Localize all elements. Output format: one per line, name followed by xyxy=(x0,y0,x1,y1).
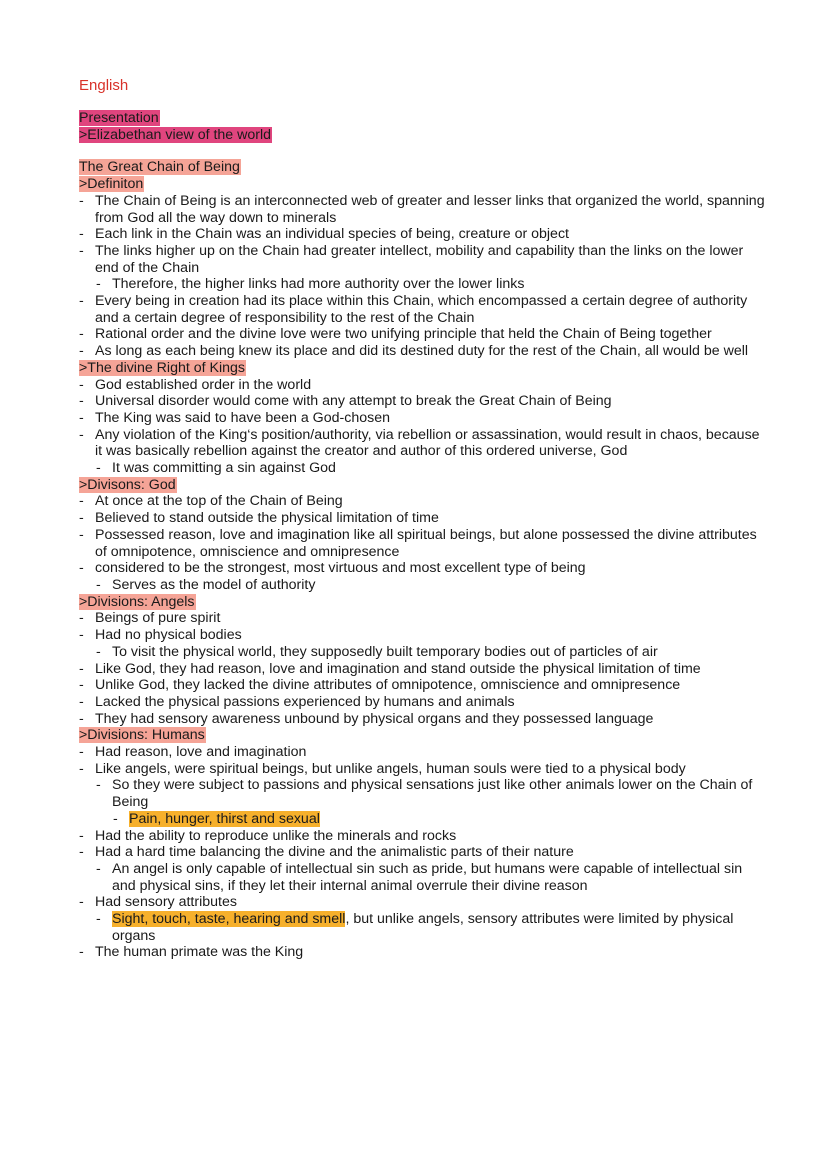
list-item xyxy=(79,193,769,226)
presentation-subtitle xyxy=(79,127,769,144)
spacer xyxy=(79,143,769,159)
list-item-text: considered to be the strongest, most virtuous and most excellent type of being xyxy=(95,560,586,577)
dash-bullet-icon: - xyxy=(79,894,84,911)
list-item xyxy=(79,777,769,810)
list-item-text: Rational order and the divine love were two unifying principle that held the Chain of Being together xyxy=(95,326,712,343)
list-item xyxy=(79,761,769,778)
dash-bullet-icon: - xyxy=(96,276,101,293)
list-item xyxy=(79,811,769,828)
list-item xyxy=(79,427,769,460)
dash-bullet-icon: - xyxy=(79,693,84,710)
section-heading-text: >The divine Right of Kings xyxy=(79,359,246,376)
dash-bullet-icon: - xyxy=(79,560,84,577)
list-item xyxy=(79,711,769,728)
list-item xyxy=(79,627,769,644)
dash-bullet-icon: - xyxy=(96,911,101,928)
list-item-text: God established order in the world xyxy=(95,376,312,393)
list-item-text: Therefore, the higher links had more authority over the lower links xyxy=(112,276,525,293)
list-item xyxy=(79,861,769,894)
list-item xyxy=(79,661,769,678)
chain-of-being-block xyxy=(79,159,769,961)
list-item-text: Had the ability to reproduce unlike the minerals and rocks xyxy=(95,827,457,844)
chain-title-text: The Great Chain of Being xyxy=(79,159,240,176)
section-heading-text: >Divisions: Angels xyxy=(79,593,195,610)
presentation-heading xyxy=(79,110,769,127)
dash-bullet-icon: - xyxy=(79,343,84,360)
dash-bullet-icon: - xyxy=(79,744,84,761)
section xyxy=(79,360,769,477)
list-item xyxy=(79,577,769,594)
dash-bullet-icon: - xyxy=(79,526,84,543)
chain-title xyxy=(79,159,769,176)
dash-bullet-icon: - xyxy=(79,242,84,259)
list-item-text: Each link in the Chain was an individual species of being, creature or object xyxy=(95,226,569,243)
list-item-text: The human primate was the King xyxy=(95,944,304,961)
dash-bullet-icon: - xyxy=(79,226,84,243)
presentation-block xyxy=(79,110,769,143)
list-item-text: At once at the top of the Chain of Being xyxy=(95,493,343,510)
dash-bullet-icon: - xyxy=(79,760,84,777)
section-heading-text: >Divisions: Humans xyxy=(79,727,205,744)
section xyxy=(79,477,769,594)
list-item-text: The King was said to have been a God-chosen xyxy=(95,409,390,426)
dash-bullet-icon: - xyxy=(96,643,101,660)
list-item-text: Serves as the model of authority xyxy=(112,576,316,593)
list-item xyxy=(79,243,769,276)
list-item xyxy=(79,326,769,343)
list-item xyxy=(79,276,769,293)
section-heading-text: >Definiton xyxy=(79,176,144,193)
dash-bullet-icon: - xyxy=(79,944,84,961)
section xyxy=(79,594,769,728)
list-item xyxy=(79,694,769,711)
document-title: English xyxy=(79,77,129,94)
list-item-text: Believed to stand outside the physical limitation of time xyxy=(95,510,439,527)
list-item-text: To visit the physical world, they supposedly built temporary bodies out of particles of air xyxy=(112,643,658,660)
dash-bullet-icon: - xyxy=(79,192,84,209)
list-item xyxy=(79,460,769,477)
list-item-text: , but unlike angels, sensory attributes were limited by physical organs xyxy=(112,911,734,944)
list-item xyxy=(79,828,769,845)
list-item xyxy=(79,226,769,243)
list-item-text: Had no physical bodies xyxy=(95,627,242,644)
dash-bullet-icon: - xyxy=(79,393,84,410)
dash-bullet-icon: - xyxy=(79,510,84,527)
dash-bullet-icon: - xyxy=(79,293,84,310)
list-item-text: Every being in creation had its place within this Chain, which encompassed a certain degree of authority and a certain degree of responsibility to the rest of the Chain xyxy=(95,293,748,326)
list-item-text: Like angels, were spiritual beings, but unlike angels, human souls were tied to a physical body xyxy=(95,760,686,777)
list-item xyxy=(79,377,769,394)
list-item xyxy=(79,510,769,527)
list-item xyxy=(79,527,769,560)
list-item-text: Any violation of the King‘s position/authority, via rebellion or assassination, would result in chaos, because it was basically rebellion against the creator and author of this ordered universe, God xyxy=(95,426,760,460)
list-item xyxy=(79,393,769,410)
list-item xyxy=(79,293,769,326)
dash-bullet-icon: - xyxy=(79,844,84,861)
list-item-text: Had sensory attributes xyxy=(95,894,237,911)
section xyxy=(79,727,769,961)
list-item xyxy=(79,844,769,861)
dash-bullet-icon: - xyxy=(79,376,84,393)
dash-bullet-icon: - xyxy=(79,326,84,343)
document-page xyxy=(79,77,769,961)
highlighted-text: Pain, hunger, thirst and sexual xyxy=(129,810,320,827)
list-item xyxy=(79,560,769,577)
chain-sections xyxy=(79,176,769,961)
list-item-text: Unlike God, they lacked the divine attributes of omnipotence, omniscience and omnipresence xyxy=(95,677,681,694)
list-item xyxy=(79,911,769,944)
list-item xyxy=(79,343,769,360)
dash-bullet-icon: - xyxy=(96,777,101,794)
list-item-text: It was committing a sin against God xyxy=(112,460,336,477)
dash-bullet-icon: - xyxy=(79,409,84,426)
dash-bullet-icon: - xyxy=(79,610,84,627)
list-item-text: The Chain of Being is an interconnected web of greater and lesser links that organized the world, spanning from God all the way down to minerals xyxy=(95,192,765,226)
list-item-text: Lacked the physical passions experienced by humans and animals xyxy=(95,693,515,710)
list-item-text: So they were subject to passions and physical sensations just like other animals lower on the Chain of Being xyxy=(112,777,753,811)
dash-bullet-icon: - xyxy=(96,460,101,477)
list-item-text: Universal disorder would come with any attempt to break the Great Chain of Being xyxy=(95,393,612,410)
list-item xyxy=(79,410,769,427)
list-item-text: The links higher up on the Chain had greater intellect, mobility and capability than the links on the lower end of the Chain xyxy=(95,242,744,276)
dash-bullet-icon: - xyxy=(79,426,84,443)
dash-bullet-icon: - xyxy=(79,493,84,510)
list-item-text: Like God, they had reason, love and imagination and stand outside the physical limitation of time xyxy=(95,660,701,677)
list-item-text: They had sensory awareness unbound by physical organs and they possessed language xyxy=(95,710,654,727)
list-item xyxy=(79,894,769,911)
list-item-text: Had reason, love and imagination xyxy=(95,744,307,761)
dash-bullet-icon: - xyxy=(79,627,84,644)
section xyxy=(79,176,769,360)
list-item-text: Possessed reason, love and imagination like all spiritual beings, but alone possessed the divine attributes of omnipotence, omniscience and omnipresence xyxy=(95,526,757,560)
list-item xyxy=(79,677,769,694)
list-item-text: Beings of pure spirit xyxy=(95,610,221,627)
section-heading xyxy=(79,727,769,744)
list-item-text: As long as each being knew its place and did its destined duty for the rest of the Chain, all would be well xyxy=(95,343,749,360)
list-item-text: Had a hard time balancing the divine and the animalistic parts of their nature xyxy=(95,844,574,861)
section-heading-text: >Divisons: God xyxy=(79,476,176,493)
list-item xyxy=(79,744,769,761)
section-heading xyxy=(79,594,769,611)
dash-bullet-icon: - xyxy=(79,710,84,727)
highlighted-text: Sight, touch, taste, hearing and smell xyxy=(112,911,346,928)
dash-bullet-icon: - xyxy=(96,860,101,877)
list-item-text: An angel is only capable of intellectual sin such as pride, but humans were capable of intellectual sin and physical sins, if they let their internal animal overrule their divine reason xyxy=(112,860,743,894)
section-heading xyxy=(79,360,769,377)
section-heading xyxy=(79,477,769,494)
list-item xyxy=(79,644,769,661)
dash-bullet-icon: - xyxy=(79,677,84,694)
presentation-label: Presentation xyxy=(79,110,159,126)
section-heading xyxy=(79,176,769,193)
list-item xyxy=(79,493,769,510)
dash-bullet-icon: - xyxy=(79,660,84,677)
presentation-subtitle-text: >Elizabethan view of the world xyxy=(79,126,272,143)
list-item xyxy=(79,610,769,627)
dash-bullet-icon: - xyxy=(96,576,101,593)
dash-bullet-icon: - xyxy=(113,810,118,827)
dash-bullet-icon: - xyxy=(79,827,84,844)
list-item xyxy=(79,944,769,961)
